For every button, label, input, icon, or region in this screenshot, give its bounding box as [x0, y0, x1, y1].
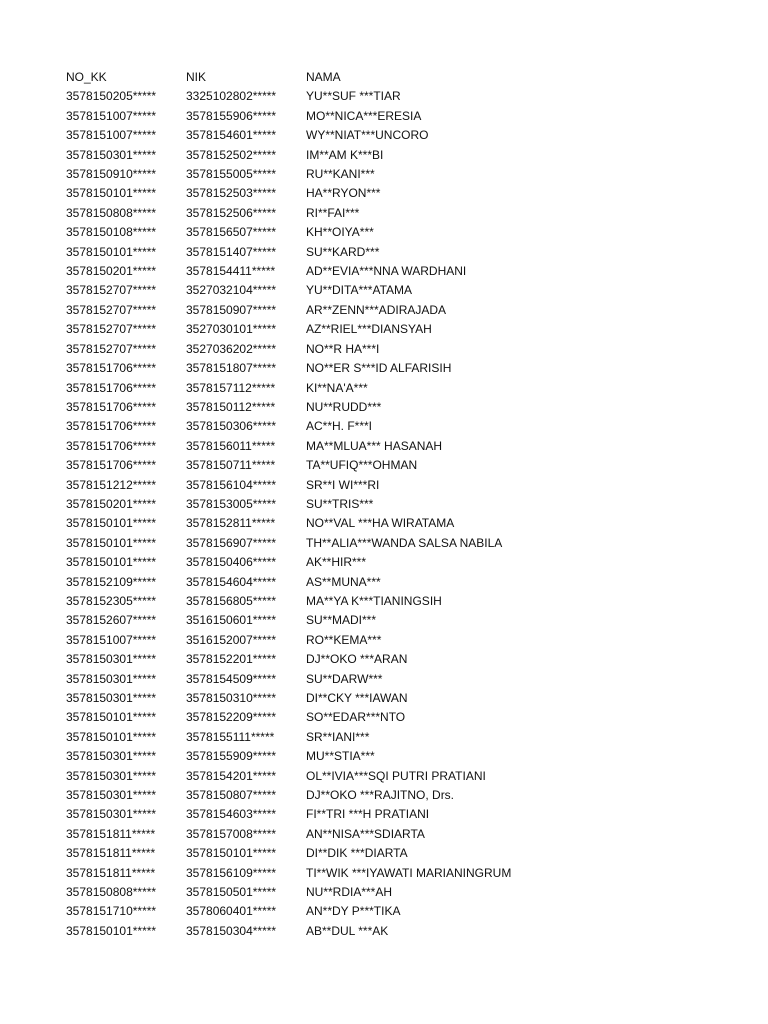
- cell-nama: MO**NICA***ERESIA: [306, 108, 422, 123]
- table-row: [66, 87, 626, 106]
- table-row: [66, 786, 626, 805]
- table-row: [66, 922, 626, 941]
- cell-nik: 3325102802*****: [186, 89, 277, 104]
- cell-no-kk: 3578150301*****: [66, 652, 157, 667]
- cell-nik: 3578150907*****: [186, 302, 277, 317]
- cell-nik: 3578152503*****: [186, 186, 277, 201]
- cell-no-kk: 3578150301*****: [66, 691, 157, 705]
- cell-no-kk: 3578151710*****: [66, 904, 157, 919]
- cell-no-kk: 3578152109*****: [66, 574, 157, 589]
- cell-nik: 3578150807*****: [186, 788, 277, 803]
- table-row: [66, 805, 626, 824]
- cell-nama: SO**EDAR***NTO: [306, 710, 406, 725]
- cell-no-kk: 3578150301*****: [66, 671, 157, 686]
- cell-nama: NO**VAL ***HA WIRATAMA: [306, 516, 455, 531]
- table-row: [66, 650, 626, 669]
- cell-no-kk: 3578151706*****: [66, 438, 157, 453]
- table-row: [66, 844, 626, 863]
- table-row: [66, 495, 626, 514]
- cell-no-kk: 3578150101*****: [66, 516, 157, 531]
- cell-nama: RO**KEMA***: [306, 632, 382, 647]
- cell-nama: AS**MUNA***: [306, 574, 381, 589]
- cell-no-kk: 3578151706*****: [66, 399, 157, 414]
- cell-nama: YU**SUF ***TIAR: [306, 89, 401, 104]
- cell-nama: SR**IANI***: [306, 729, 370, 744]
- table-row: [66, 456, 626, 475]
- cell-no-kk: 3578151706*****: [66, 458, 157, 473]
- cell-nik: 3578154411*****: [186, 264, 276, 279]
- cell-nik: 3527032104*****: [186, 283, 277, 298]
- cell-nama: AN**NISA***SDIARTA: [306, 826, 425, 841]
- cell-no-kk: 3578151706*****: [66, 361, 157, 376]
- cell-no-kk: 3578151007*****: [66, 128, 157, 143]
- cell-nik: 3578155111*****: [186, 729, 275, 744]
- cell-nama: YU**DITA***ATAMA: [306, 283, 413, 298]
- cell-nama: KH**OIYA***: [306, 225, 374, 240]
- cell-no-kk: 3578150808*****: [66, 205, 157, 220]
- cell-nama: MA**YA K***TIANINGSIH: [306, 593, 442, 608]
- cell-nama: DI**DIK ***DIARTA: [306, 846, 408, 861]
- cell-no-kk: 3578152707*****: [66, 302, 157, 317]
- cell-no-kk: 3578150101*****: [66, 710, 157, 725]
- cell-nama: AZ**RIEL***DIANSYAH: [306, 322, 432, 337]
- table-row: [66, 126, 626, 145]
- cell-nama: AK**HIR***: [306, 555, 367, 570]
- cell-nik: 3578156805*****: [186, 593, 277, 608]
- table-row: [66, 534, 626, 553]
- cell-nik: 3578150101*****: [186, 846, 277, 861]
- table-row: [66, 708, 626, 727]
- cell-nama: DJ**OKO ***ARAN: [306, 652, 408, 667]
- column-header-nik: NIK: [186, 70, 207, 84]
- cell-nama: AB**DUL ***AK: [306, 923, 389, 938]
- table-row: [66, 883, 626, 902]
- table-row: [66, 417, 626, 436]
- table-row: [66, 611, 626, 630]
- cell-no-kk: 3578150101*****: [66, 244, 157, 259]
- cell-nik: 3578060401*****: [186, 904, 277, 919]
- table-row: [66, 320, 626, 339]
- cell-nik: 3578151407*****: [186, 244, 277, 259]
- cell-no-kk: 3578152707*****: [66, 341, 157, 356]
- cell-nik: 3578152811*****: [186, 516, 276, 531]
- cell-nama: AN**DY P***TIKA: [306, 904, 401, 919]
- cell-nama: SR**I WI***RI: [306, 477, 380, 492]
- cell-nik: 3578157112*****: [186, 380, 276, 395]
- cell-nik: 3578150310*****: [186, 691, 277, 705]
- cell-nik: 3578156109*****: [186, 865, 277, 880]
- cell-nama: SU**TRIS***: [306, 496, 374, 511]
- table-row: [66, 107, 626, 126]
- cell-nama: SU**DARW***: [306, 671, 383, 686]
- cell-nik: 3578150501*****: [186, 885, 277, 900]
- cell-no-kk: 3578152607*****: [66, 613, 157, 628]
- table-row: [66, 243, 626, 262]
- cell-nik: 3578152209*****: [186, 710, 277, 725]
- cell-nama: FI**TRI ***H PRATIANI: [306, 807, 430, 822]
- cell-no-kk: 3578151706*****: [66, 419, 157, 434]
- cell-nik: 3578152201*****: [186, 652, 277, 667]
- cell-nik: 3527030101*****: [186, 322, 277, 337]
- cell-nama: DJ**OKO ***RAJITNO, Drs.: [306, 788, 455, 803]
- table-row: [66, 902, 626, 921]
- cell-nik: 3578153005*****: [186, 496, 277, 511]
- cell-no-kk: 3578152707*****: [66, 283, 157, 298]
- cell-nama: MA**MLUA*** HASANAH: [306, 438, 443, 453]
- cell-no-kk: 3578151007*****: [66, 632, 157, 647]
- cell-no-kk: 3578150108*****: [66, 225, 157, 240]
- column-header-nama: NAMA: [306, 70, 341, 84]
- cell-nik: 3578156011*****: [186, 438, 276, 453]
- table-row: [66, 825, 626, 844]
- cell-nik: 3578156507*****: [186, 225, 277, 240]
- table-row: [66, 379, 626, 398]
- table-row: [66, 262, 626, 281]
- cell-no-kk: 3578150301*****: [66, 768, 157, 783]
- cell-nik: 3578155909*****: [186, 749, 277, 764]
- cell-nik: 3578150406*****: [186, 555, 277, 570]
- cell-nama: RU**KANI***: [306, 167, 375, 182]
- table-row: [66, 592, 626, 611]
- cell-no-kk: 3578150808*****: [66, 885, 157, 900]
- cell-nama: TI**WIK ***IYAWATI MARIANINGRUM: [306, 865, 512, 880]
- data-table: [66, 68, 626, 941]
- cell-nik: 3578154509*****: [186, 671, 277, 686]
- cell-no-kk: 3578150301*****: [66, 749, 157, 764]
- table-row: [66, 184, 626, 203]
- cell-no-kk: 3578150101*****: [66, 535, 157, 550]
- cell-nik: 3578150711*****: [186, 458, 276, 473]
- table-row: [66, 767, 626, 786]
- cell-nik: 3578152506*****: [186, 205, 277, 220]
- table-row: [66, 689, 626, 708]
- cell-no-kk: 3578150301*****: [66, 147, 157, 162]
- cell-nik: 3578156104*****: [186, 477, 277, 492]
- cell-nama: NU**RDIA***AH: [306, 885, 393, 900]
- cell-no-kk: 3578150205*****: [66, 89, 157, 104]
- cell-nik: 3578154604*****: [186, 574, 277, 589]
- cell-nama: AR**ZENN***ADIRAJADA: [306, 302, 447, 317]
- cell-nik: 3578154603*****: [186, 807, 277, 822]
- cell-nama: NU**RUDD***: [306, 399, 382, 414]
- header-row: [66, 68, 626, 87]
- cell-no-kk: 3578151007*****: [66, 108, 157, 123]
- cell-no-kk: 3578151811*****: [66, 826, 156, 841]
- table-row: [66, 864, 626, 883]
- cell-nama: TH**ALIA***WANDA SALSA NABILA: [306, 535, 503, 550]
- cell-nik: 3578151807*****: [186, 361, 277, 376]
- cell-nik: 3578152502*****: [186, 147, 277, 162]
- table-row: [66, 340, 626, 359]
- cell-nama: NO**R HA***I: [306, 341, 380, 356]
- cell-nama: DI**CKY ***IAWAN: [306, 691, 408, 705]
- table-row: [66, 204, 626, 223]
- table-row: [66, 398, 626, 417]
- column-header-no-kk: NO_KK: [66, 70, 107, 84]
- cell-no-kk: 3578151811*****: [66, 846, 156, 861]
- cell-nama: RI**FAI***: [306, 205, 360, 220]
- cell-nama: MU**STIA***: [306, 749, 375, 764]
- cell-nik: 3578157008*****: [186, 826, 277, 841]
- table-row: [66, 301, 626, 320]
- table-row: [66, 476, 626, 495]
- table-row: [66, 281, 626, 300]
- cell-nama: NO**ER S***ID ALFARISIH: [306, 361, 452, 376]
- cell-no-kk: 3578150201*****: [66, 264, 157, 279]
- table-row: [66, 223, 626, 242]
- cell-no-kk: 3578150101*****: [66, 923, 157, 938]
- cell-nama: KI**NA'A***: [306, 380, 368, 395]
- cell-nik: 3527036202*****: [186, 341, 277, 356]
- cell-nama: SU**KARD***: [306, 244, 380, 259]
- cell-nama: AD**EVIA***NNA WARDHANI: [306, 264, 467, 279]
- table-row: [66, 553, 626, 572]
- cell-nama: HA**RYON***: [306, 186, 381, 201]
- table-row: [66, 165, 626, 184]
- cell-no-kk: 3578151706*****: [66, 380, 157, 395]
- cell-nik: 3578156907*****: [186, 535, 277, 550]
- cell-no-kk: 3578151212*****: [66, 477, 157, 492]
- table-body: [66, 87, 626, 941]
- table-row: [66, 146, 626, 165]
- table-row: [66, 359, 626, 378]
- cell-no-kk: 3578150910*****: [66, 167, 157, 182]
- cell-no-kk: 3578150101*****: [66, 729, 157, 744]
- cell-nama: OL**IVIA***SQI PUTRI PRATIANI: [306, 768, 486, 783]
- cell-nama: SU**MADI***: [306, 613, 377, 628]
- cell-no-kk: 3578150101*****: [66, 186, 157, 201]
- cell-no-kk: 3578150101*****: [66, 555, 157, 570]
- table-row: [66, 670, 626, 689]
- cell-no-kk: 3578151811*****: [66, 865, 156, 880]
- cell-nik: 3578155005*****: [186, 167, 277, 182]
- cell-nik: 3516150601*****: [186, 613, 277, 628]
- cell-nik: 3578150306*****: [186, 419, 277, 434]
- cell-nik: 3578154201*****: [186, 768, 277, 783]
- cell-nik: 3578155906*****: [186, 108, 277, 123]
- cell-no-kk: 3578152707*****: [66, 322, 157, 337]
- table-row: [66, 631, 626, 650]
- cell-nama: AC**H. F***I: [306, 419, 373, 434]
- table-row: [66, 728, 626, 747]
- cell-no-kk: 3578150301*****: [66, 807, 157, 822]
- cell-nik: 3578150112*****: [186, 399, 276, 414]
- table-row: [66, 747, 626, 766]
- cell-nik: 3516152007*****: [186, 632, 277, 647]
- cell-nik: 3578150304*****: [186, 923, 277, 938]
- table-row: [66, 573, 626, 592]
- cell-nik: 3578154601*****: [186, 128, 277, 143]
- table-row: [66, 514, 626, 533]
- cell-no-kk: 3578150301*****: [66, 788, 157, 803]
- table-row: [66, 437, 626, 456]
- cell-no-kk: 3578150201*****: [66, 496, 157, 511]
- cell-nama: IM**AM K***BI: [306, 147, 384, 162]
- cell-no-kk: 3578152305*****: [66, 593, 157, 608]
- cell-nama: WY**NIAT***UNCORO: [306, 128, 429, 143]
- cell-nama: TA**UFIQ***OHMAN: [306, 458, 418, 473]
